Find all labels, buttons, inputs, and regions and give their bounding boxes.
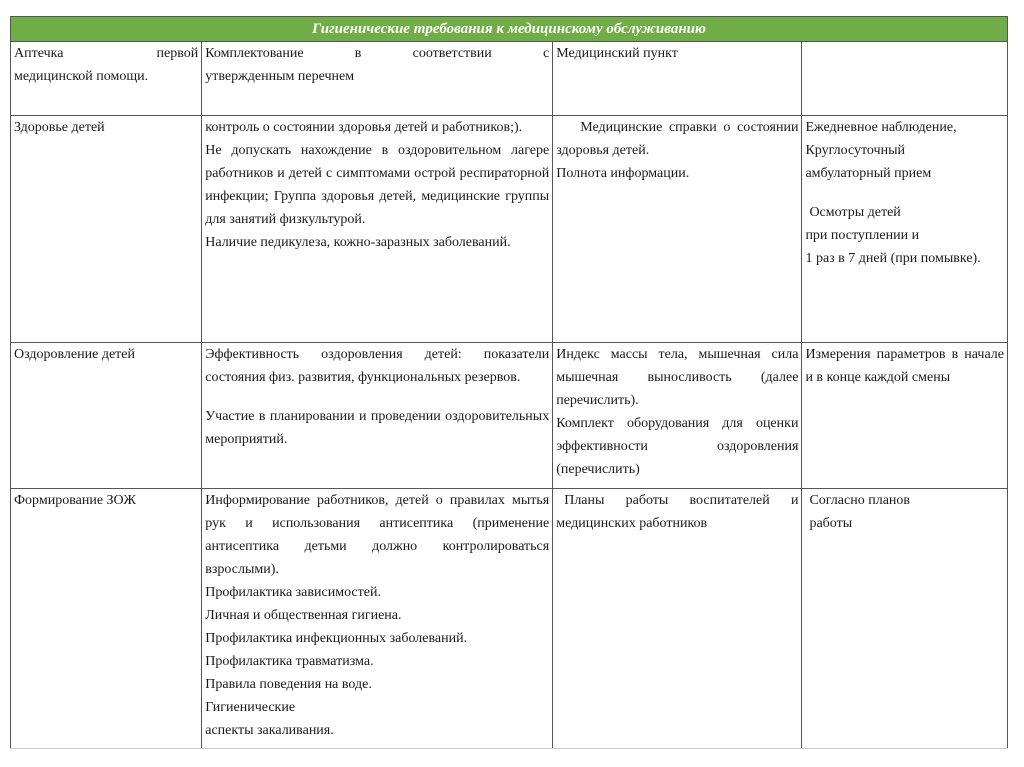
cell-text: контроль о состоянии здоровья детей и работников;). bbox=[205, 120, 523, 135]
cell-text: работы bbox=[809, 516, 853, 531]
cell-documents bbox=[553, 343, 802, 489]
cell-text: Информирование работников, детей о правилах мытья рук и использования антисептика (применение антисептика детьми должно контролироваться взрослыми). bbox=[205, 493, 550, 577]
cell-text: 1 раз в 7 дней (при помывке). bbox=[805, 251, 981, 266]
cell-frequency bbox=[802, 116, 1008, 343]
cell-requirements bbox=[202, 489, 553, 749]
table-row bbox=[11, 42, 1008, 116]
cell-text: Индекс массы тела, мышечная сила мышечная выносливость (далее перечислить). bbox=[556, 347, 799, 408]
cell-requirements bbox=[202, 116, 553, 343]
cell-text: Наличие педикулеза, кожно-заразных заболеваний. bbox=[205, 235, 511, 250]
cell-text: Ежедневное наблюдение, bbox=[805, 120, 957, 135]
requirements-table bbox=[10, 16, 1008, 749]
cell-requirements bbox=[202, 42, 553, 116]
table-title-row bbox=[11, 17, 1008, 42]
cell-text: Оздоровление детей bbox=[14, 347, 135, 362]
cell-text: Измерения параметров в начале и в конце каждой смены bbox=[805, 347, 1004, 385]
cell-text: Круглосуточный bbox=[805, 143, 905, 158]
cell-text: при поступлении и bbox=[805, 228, 920, 243]
cell-text: Профилактика травматизма. bbox=[205, 654, 374, 669]
cell-category bbox=[11, 42, 202, 116]
cell-text: амбулаторный прием bbox=[805, 166, 932, 181]
table-title: Гигиенические требования к медицинскому обслуживанию bbox=[11, 17, 1008, 42]
cell-text: Планы работы воспитателей и медицинских работников bbox=[556, 493, 799, 531]
cell-frequency bbox=[802, 343, 1008, 489]
cell-text: Здоровье детей bbox=[14, 120, 105, 135]
cell-category bbox=[11, 116, 202, 343]
cell-documents bbox=[553, 489, 802, 749]
table-row bbox=[11, 343, 1008, 489]
cell-text: Формирование ЗОЖ bbox=[14, 493, 136, 508]
cell-text: Профилактика зависимостей. bbox=[205, 585, 381, 600]
cell-text: Медицинские справки о состоянии здоровья детей. bbox=[556, 120, 799, 158]
cell-text: Личная и общественная гигиена. bbox=[205, 608, 402, 623]
cell-text: Осмотры детей bbox=[809, 205, 901, 220]
cell-requirements bbox=[202, 343, 553, 489]
cell-text: утвержденным перечнем bbox=[205, 69, 355, 84]
cell-frequency bbox=[802, 489, 1008, 749]
cell-text: Комплектование в соответствии с bbox=[205, 46, 550, 61]
spacer bbox=[205, 389, 549, 405]
cell-documents bbox=[553, 116, 802, 343]
cell-category bbox=[11, 343, 202, 489]
spacer bbox=[805, 185, 1004, 201]
cell-text: Не допускать нахождение в оздоровительном лагере работников и детей с симптомами острой респираторной инфекции; Группа здоровья детей, медицинские группы для занятий физкультурой. bbox=[205, 143, 550, 227]
table-row bbox=[11, 489, 1008, 749]
cell-text: Комплект оборудования для оценки эффективности оздоровления (перечислить) bbox=[556, 416, 799, 477]
cell-frequency bbox=[802, 42, 1008, 116]
cell-text: Участие в планировании и проведении оздоровительных мероприятий. bbox=[205, 409, 550, 447]
cell-text: Полнота информации. bbox=[556, 166, 690, 181]
cell-category bbox=[11, 489, 202, 749]
cell-text: Гигиенические bbox=[205, 700, 296, 715]
table-row bbox=[11, 116, 1008, 343]
cell-text: Согласно планов bbox=[809, 493, 911, 508]
cell-text: Аптечка первой bbox=[14, 46, 199, 61]
cell-text: Эффективность оздоровления детей: показатели состояния физ. развития, функциональных резервов. bbox=[205, 347, 550, 385]
cell-text: Правила поведения на воде. bbox=[205, 677, 372, 692]
cell-text: Медицинский пункт bbox=[556, 46, 678, 61]
cell-documents bbox=[553, 42, 802, 116]
cell-text: Профилактика инфекционных заболеваний. bbox=[205, 631, 468, 646]
cell-text: медицинской помощи. bbox=[14, 69, 149, 84]
footer-divider bbox=[10, 748, 1008, 749]
cell-text: аспекты закаливания. bbox=[205, 723, 334, 738]
